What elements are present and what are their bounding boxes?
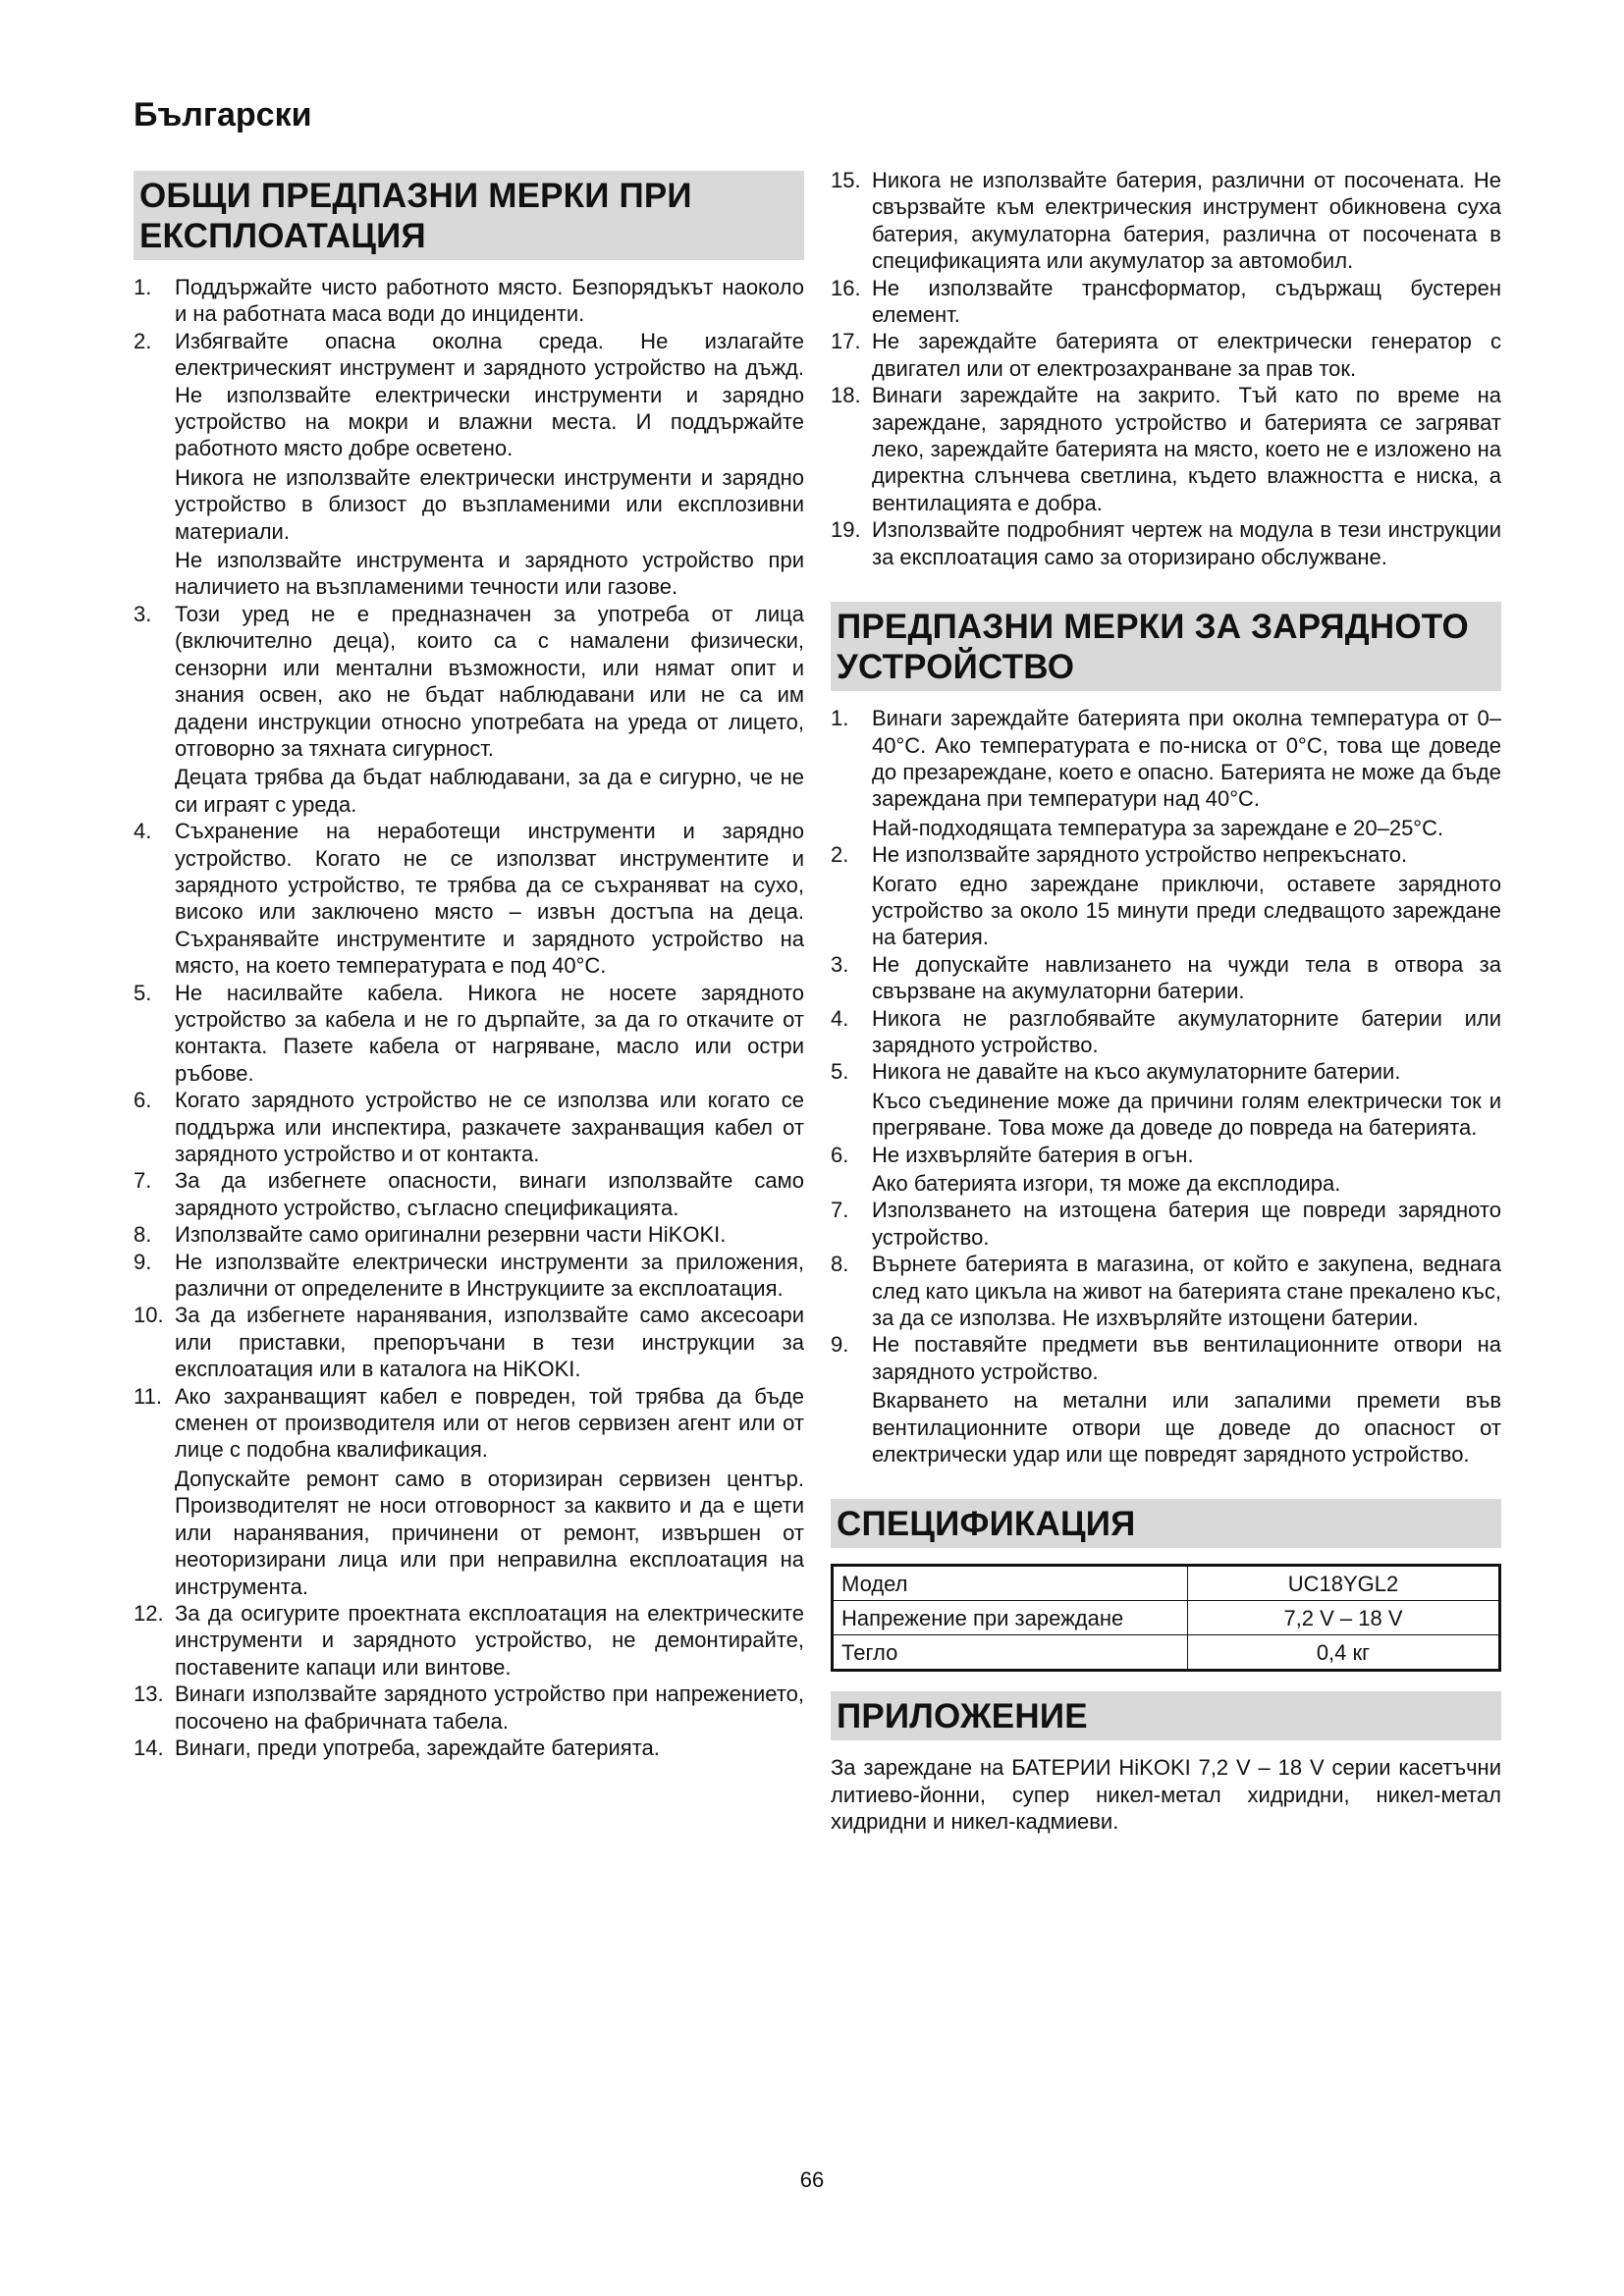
general-item-2 (134, 328, 804, 601)
general-item-4 (134, 818, 804, 979)
item-number: 13. (134, 1682, 164, 1707)
general-item-12 (134, 1600, 804, 1681)
item-text: Не насилвайте кабела. Никога не носете зарядното устройство за кабела и не го дърпайте, за да го откачите от контакта. Пазете кабела от нагряване, масло или остри ръбове. (175, 980, 804, 1086)
spec-value: UC18YGL2 (1188, 1566, 1500, 1601)
item-number: 6. (831, 1142, 849, 1167)
item-number: 17. (831, 329, 861, 354)
item-text: За да избегнете наранявания, използвайте само аксесоари или приставки, препоръчани в тези инструкции за експлоатация или в каталога на HiKOKI. (175, 1303, 804, 1382)
general-item-13 (134, 1681, 804, 1735)
item-text: Съхранение на неработещи инструменти и зарядно устройство. Когато не се използват инструментите и зарядното устройство, те трябва да се съхраняват на сухо, високо или заключено място – извън достъпа на деца. Съхранявайте инструментите и зарядното устройство на място, на което температурата е под 40°C. (175, 819, 804, 979)
item-number: 5. (134, 980, 152, 1005)
item-text: Най-подходящата температура за зареждане е 20–25°C. (872, 815, 1444, 840)
general-precautions-title: ОБЩИ ПРЕДПАЗНИ МЕРКИ ПРИ ЕКСПЛОАТАЦИЯ (134, 171, 804, 260)
item-text: Ако батерията изгори, тя може да експлодира. (872, 1171, 1341, 1196)
item-text: Не изхвърляйте батерия в огън. (872, 1142, 1194, 1167)
general-item-15 (831, 167, 1501, 275)
item-number: 3. (134, 601, 152, 626)
section-spacer (831, 1468, 1501, 1495)
item-text: Никога не използвайте батерия, различни от посочената. Не свързвайте към електрическия инструмент обикновена суха батерия, акумулаторна батерия, различна от посочената в спецификацията или акумулатор за автомобил. (872, 168, 1501, 274)
charger-item-6 (831, 1142, 1501, 1198)
charger-precautions-list (831, 705, 1501, 1468)
item-text: Когато едно зареждане приключи, оставете зарядното устройство за около 15 минути преди следващото зареждане на батерия. (872, 871, 1501, 950)
general-item-19 (831, 516, 1501, 570)
spec-value: 0,4 кг (1188, 1635, 1500, 1671)
item-number: 12. (134, 1600, 164, 1626)
charger-item-3 (831, 951, 1501, 1005)
table-row (833, 1601, 1500, 1635)
charger-item-7 (831, 1197, 1501, 1251)
table-row (833, 1635, 1500, 1671)
table-row (833, 1566, 1500, 1601)
spec-label: Модел (833, 1566, 1188, 1601)
section-spacer (831, 570, 1501, 598)
item-text: Този уред не е предназначен за употреба от лица (включително деца), които са с намалени физически, сензорни или ментални възможности, или нямат опит и знания освен, ако не бъдат наблюдавани или не са им дадени инструкции относно употребата на уреда от лицето, отговорно за тяхната сигурност. (175, 601, 804, 761)
item-number: 2. (134, 328, 152, 353)
item-number: 5. (831, 1059, 849, 1085)
item-text: За да избегнете опасности, винаги използвайте само зарядното устройство, съгласно спецификацията. (175, 1168, 804, 1220)
item-text: Вкарването на метални или запалими премети във вентилационните отвори ще доведе до опасност от електрически удар или ще повредят зарядното устройство. (872, 1388, 1501, 1468)
charger-precautions-title: ПРЕДПАЗНИ МЕРКИ ЗА ЗАРЯДНОТО УСТРОЙСТВО (831, 602, 1501, 691)
item-text: Не зареждайте батерията от електрически генератор с двигател или от електрозахранване за прав ток. (872, 329, 1501, 381)
item-text: Използвайте подробният чертеж на модула в тези инструкции за експлоатация само за оторизирано обслужване. (872, 517, 1501, 569)
charger-item-5 (831, 1058, 1501, 1141)
appendix-text: За зареждане на БАТЕРИИ HiKOKI 7,2 V – 18 V серии касетъчни литиево-йонни, супер никел-метал хидридни, никел-метал хидридни и никел-кадмиеви. (831, 1755, 1501, 1835)
charger-item-8 (831, 1251, 1501, 1331)
general-item-3 (134, 601, 804, 818)
item-number: 15. (831, 168, 861, 192)
item-text: Винаги използвайте зарядното устройство при напрежението, посочено на фабричната табела. (175, 1682, 804, 1734)
item-text: Късо съединение може да причини голям електрически ток и прегряване. Това може да доведе до повреда на батерията. (872, 1088, 1501, 1141)
general-item-10 (134, 1302, 804, 1382)
general-precautions-list-continued (831, 167, 1501, 570)
item-number: 7. (831, 1198, 849, 1223)
spec-label: Тегло (833, 1635, 1188, 1671)
charger-item-1 (831, 705, 1501, 841)
item-number: 11. (134, 1383, 162, 1409)
item-text: Не използвайте зарядното устройство непрекъснато. (872, 842, 1408, 868)
item-text: Никога не разглобявайте акумулаторните батерии или зарядното устройство. (872, 1005, 1501, 1057)
item-number: 6. (134, 1088, 152, 1113)
item-text: Винаги зареждайте батерията при околна температура от 0–40°C. Ако температурата е по-ниска от 0°C, това ще доведе до презареждане, което е опасно. Батерията не може да бъде зареждана при температури над 40°C. (872, 706, 1501, 812)
spec-value: 7,2 V – 18 V (1188, 1601, 1500, 1635)
general-item-6 (134, 1087, 804, 1167)
appendix-title: ПРИЛОЖЕНИЕ (831, 1691, 1501, 1740)
item-number: 8. (831, 1252, 849, 1277)
specification-table (831, 1564, 1501, 1672)
item-number: 7. (134, 1168, 152, 1194)
item-number: 4. (134, 819, 152, 844)
general-item-11 (134, 1383, 804, 1600)
item-text: Децата трябва да бъдат наблюдавани, за да е сигурно, че не си играят с уреда. (175, 765, 804, 817)
item-number: 1. (134, 275, 152, 299)
general-item-9 (134, 1249, 804, 1303)
item-text: Винаги зареждайте на закрито. Тъй като по време на зареждане, зарядното устройство и батерията се загряват леко, зареждайте батерията на място, което не е изложено на директна слънчева светлина, където влажността е ниска, а вентилацията е добра. (872, 383, 1501, 515)
general-item-18 (831, 382, 1501, 516)
item-text: Не използвайте инструмента и зарядното устройство при наличието на възпламеними течности или газове. (175, 548, 804, 600)
item-number: 8. (134, 1222, 152, 1248)
item-text: Винаги, преди употреба, зареждайте батерията. (175, 1735, 660, 1760)
general-precautions-list (134, 274, 804, 1761)
item-text: Ако захранващият кабел е повреден, той трябва да бъде сменен от производителя или от негов сервизен агент или от лице с подобна квалификация. (175, 1383, 804, 1463)
item-text: Не използвайте трансформатор, съдържащ бустерен елемент. (872, 275, 1501, 328)
item-text: Никога не давайте на късо акумулаторните батерии. (872, 1059, 1401, 1085)
language-title: Български (134, 96, 312, 133)
item-number: 16. (831, 275, 861, 300)
item-number: 2. (831, 842, 849, 868)
general-item-7 (134, 1167, 804, 1221)
charger-item-2 (831, 841, 1501, 951)
item-text: Не използвайте електрически инструменти за приложения, различни от определените в Инструкциите за експлоатация. (175, 1249, 804, 1302)
general-item-1 (134, 274, 804, 328)
general-item-17 (831, 328, 1501, 382)
general-item-5 (134, 980, 804, 1088)
spec-label: Напрежение при зареждане (833, 1601, 1188, 1635)
left-column (134, 167, 804, 1761)
item-text: Допускайте ремонт само в оторизиран сервизен център. Производителят не носи отговорност за каквито и да е щети или наранявания, причинени от ремонт, извършен от неоторизирани лица или при неправилна експлоатация на инструмента. (175, 1466, 804, 1599)
item-number: 14. (134, 1735, 164, 1760)
item-text: Използването на изтощена батерия ще повреди зарядното устройство. (872, 1198, 1501, 1250)
charger-item-9 (831, 1331, 1501, 1468)
item-text: Никога не използвайте електрически инструменти и зарядно устройство в близост до възпламеними или експлозивни материали. (175, 464, 804, 544)
page-number: 66 (799, 2167, 825, 2192)
item-text: Не допускайте навлизането на чужди тела в отвора за свързване на акумулаторни батерии. (872, 951, 1501, 1004)
specification-title: СПЕЦИФИКАЦИЯ (831, 1499, 1501, 1548)
item-number: 19. (831, 517, 861, 543)
item-number: 10. (134, 1303, 164, 1328)
item-number: 1. (831, 706, 849, 731)
charger-item-4 (831, 1005, 1501, 1059)
item-text: Не поставяйте предмети във вентилационните отвори на зарядното устройство. (872, 1332, 1501, 1384)
item-number: 18. (831, 383, 861, 408)
item-text: Когато зарядното устройство не се използва или когато се поддържа или инспектира, разкачете захранващия кабел от зарядното устройство и от контакта. (175, 1088, 804, 1166)
right-column (831, 167, 1501, 1836)
item-text: Върнете батерията в магазина, от който е закупена, веднага след като цикъла на живот на батерията стане прекалено къс, за да се използва. Не изхвърляйте изтощени батерии. (872, 1252, 1501, 1331)
item-number: 3. (831, 951, 849, 977)
item-number: 4. (831, 1005, 849, 1031)
general-item-14 (134, 1735, 804, 1761)
item-number: 9. (134, 1249, 152, 1274)
item-text: Поддържайте чисто работното място. Безпорядъкът наоколо и на работната маса води до инциденти. (175, 275, 804, 327)
item-number: 9. (831, 1332, 849, 1358)
general-item-16 (831, 275, 1501, 329)
item-text: За да осигурите проектната експлоатация на електрическите инструменти и зарядното устройство, не демонтирайте, поставените капаци или винтове. (175, 1600, 804, 1680)
item-text: Избягвайте опасна околна среда. Не излагайте електрическият инструмент и зарядното устройство на дъжд. Не използвайте електрически инструменти и зарядно устройство на мокри и влажни места. И поддържайте работното място добре осветено. (175, 328, 804, 461)
general-item-8 (134, 1221, 804, 1248)
item-text: Използвайте само оригинални резервни части HiKOKI. (175, 1222, 727, 1248)
